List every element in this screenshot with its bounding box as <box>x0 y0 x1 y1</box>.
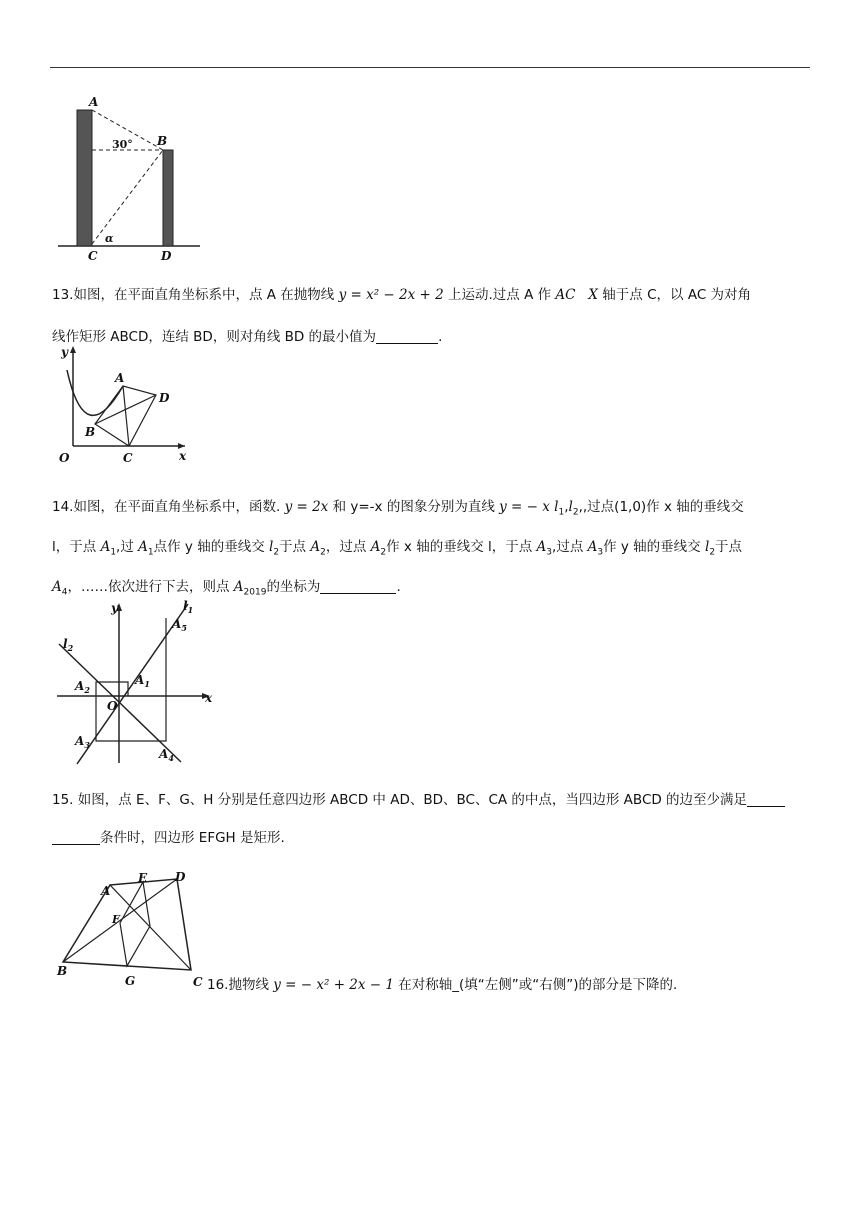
axis-x-label: x <box>205 691 213 705</box>
q13-parabola: y = x² − 2x + 2 <box>338 287 444 303</box>
figure-lines-staircase <box>55 598 225 768</box>
q13-answer-blank[interactable] <box>376 329 438 344</box>
axis-y-label: y <box>61 345 68 359</box>
point-A4-label: $A_4$ <box>159 747 174 763</box>
line-l2-label: $l_2$ <box>63 637 74 653</box>
label-C: C <box>193 975 203 989</box>
origin-label: O <box>59 451 70 465</box>
label-A: A <box>89 95 99 109</box>
label-D: D <box>161 249 172 263</box>
label-alpha: α <box>105 232 114 245</box>
point-A5-label: $A_5$ <box>172 617 187 633</box>
q13-line1: 13.如图，在平面直角坐标系中，点 A 在抛物线 y = x² − 2x + 2 上运动.过点 A 作 AC X 轴于点 C，以 AC 为对角 <box>52 287 752 303</box>
q13-line2: 线作矩形 ABCD，连结 BD，则对角线 BD 的最小值为 . <box>52 329 443 345</box>
figure-buildings <box>55 92 215 267</box>
point-A3-label: $A_3$ <box>75 734 90 750</box>
label-D: D <box>175 870 186 884</box>
figure-parabola-rectangle <box>55 342 195 467</box>
header-rule <box>50 67 810 68</box>
label-G: G <box>125 974 136 988</box>
label-B: B <box>85 425 96 439</box>
q16-formula: y = − x² + 2x − 1 <box>273 977 394 993</box>
q15-line2: 条件时，四边形 EFGH 是矩形. <box>52 828 285 848</box>
q15-answer-blank-2[interactable] <box>52 830 100 845</box>
axis-x-label: x <box>179 449 187 463</box>
q15-answer-blank-1[interactable] <box>747 792 785 807</box>
label-F: F <box>112 913 120 926</box>
q15-line1: 15. 如图，点 E、F、G、H 分别是任意四边形 ABCD 中 AD、BD、BC、CA 的中点，当四边形 ABCD 的边至少满足 <box>52 790 785 810</box>
origin-label: O <box>107 699 118 713</box>
label-E: E <box>138 871 148 885</box>
label-C: C <box>88 249 98 263</box>
q14-line3: $A_4$，……依次进行下去，则点 $A_{2019}$的坐标为 . <box>52 579 401 598</box>
q16-line: 16.抛物线 y = − x² + 2x − 1 在对称轴_(填“左侧”或“右侧”)的部分是下降的. <box>207 977 678 993</box>
label-D: D <box>159 391 170 405</box>
label-C: C <box>123 451 133 465</box>
q14-line1: 14.如图，在平面直角坐标系中，函数. y = 2x 和 y=-x 的图象分别为直线 y = − x $l_1,l_2$,,过点(1,0)作 x 轴的垂线交 <box>52 499 744 518</box>
label-A: A <box>115 371 125 385</box>
figure-quadrilateral <box>55 865 215 995</box>
point-A1-label: $A_1$ <box>135 673 150 689</box>
label-B: B <box>57 964 68 978</box>
label-B: B <box>157 134 168 148</box>
line-l1-label: $l_1$ <box>183 599 194 615</box>
axis-y-label: y <box>111 601 118 615</box>
q14-line2: l，于点 $A_1$,过 $A_1$点作 y 轴的垂线交 $l_2$于点 $A_2$，过点 $A_2$作 x 轴的垂线交 l，于点 $A_3$,过点 $A_3$作 y 轴的垂线交 $l_2$于点 <box>52 539 743 558</box>
q14-answer-blank[interactable] <box>320 579 396 594</box>
label-angle: 30° <box>112 138 133 151</box>
label-A: A <box>101 884 111 898</box>
point-A2-label: $A_2$ <box>75 679 90 695</box>
